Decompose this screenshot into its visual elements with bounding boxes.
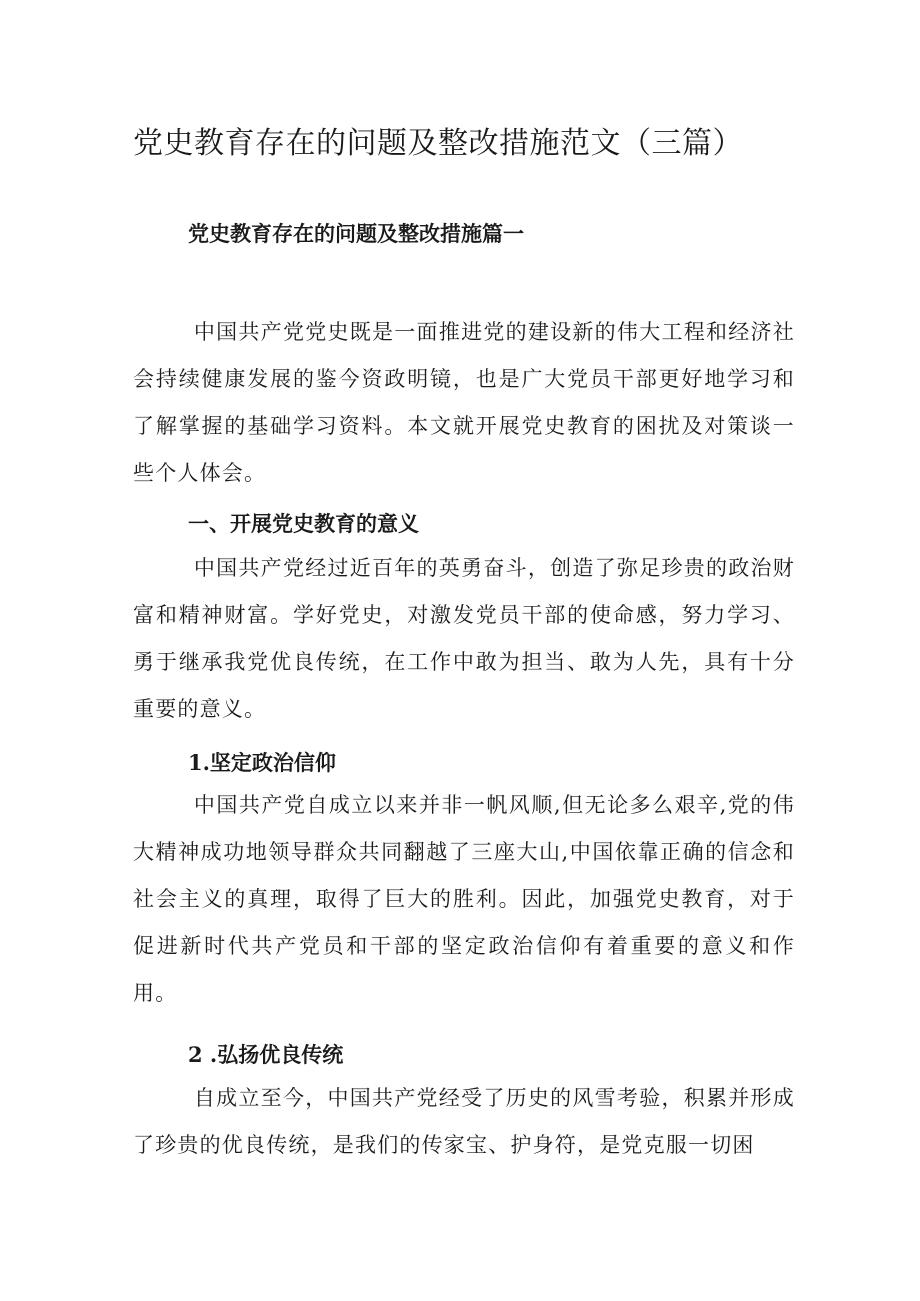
item2-paragraph: 自成立至今，中国共产党经受了历史的风雪考验，积累并形成了珍贵的优良传统，是我们的传家宝、护身符，是党克服一切困	[133, 1086, 795, 1157]
item1-heading: 1.坚定政治信仰	[188, 750, 336, 775]
item1-paragraph: 中国共产党自成立以来并非一帆风顺,但无论多么艰辛,党的伟大精神成功地领导群众共同翻越了三座大山,中国依靠正确的信念和社会主义的真理，取得了巨大的胜利。因此，加强党史教育，对于促进新时代共产党员和干部的坚定政治信仰有着重要的意义和作用。	[133, 793, 795, 1005]
document-title: 党史教育存在的问题及整改措施范文（三篇）	[133, 126, 743, 161]
section-heading: 一、开展党史教育的意义	[188, 511, 419, 536]
intro-paragraph: 中国共产党党史既是一面推进党的建设新的伟大工程和经济社会持续健康发展的鉴今资政明镜，也是广大党员干部更好地学习和了解掌握的基础学习资料。本文就开展党史教育的困扰及对策谈一些个人体会。	[133, 320, 795, 485]
section-paragraph: 中国共产党经过近百年的英勇奋斗，创造了弥足珍贵的政治财富和精神财富。学好党史，对激发党员干部的使命感，努力学习、勇于继承我党优良传统，在工作中敢为担当、敢为人先，具有十分重要的意义。	[133, 556, 795, 721]
item2-heading: 2 .弘扬优良传统	[188, 1042, 344, 1067]
document-subtitle: 党史教育存在的问题及整改措施篇一	[188, 221, 524, 246]
